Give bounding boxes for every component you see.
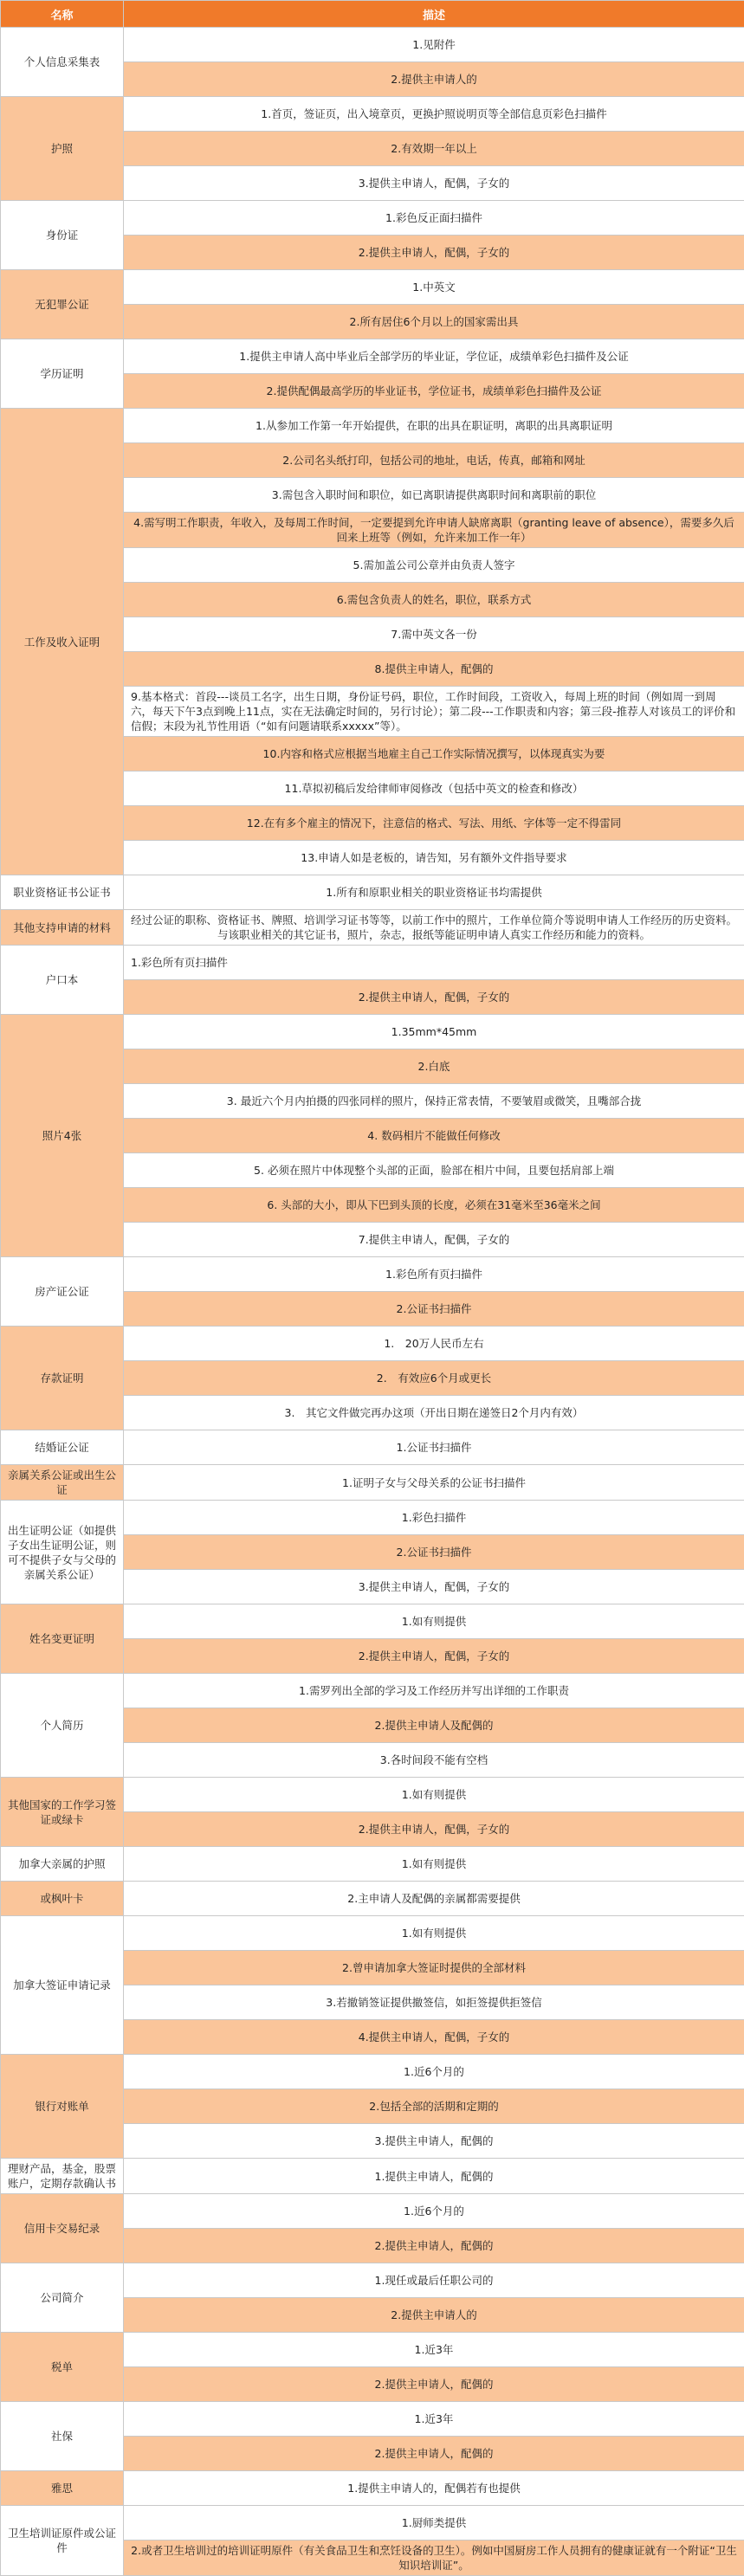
table-row xyxy=(1,1674,744,1708)
requirement-detail: 2.公证书扫描件 xyxy=(124,1535,744,1570)
requirement-name: 个人信息采集表 xyxy=(1,28,124,97)
requirement-detail: 2.提供主申请人的 xyxy=(124,62,744,97)
requirement-name: 亲属关系公证或出生公证 xyxy=(1,1465,124,1501)
requirement-name: 雅思 xyxy=(1,2471,124,2506)
requirement-detail: 1.近6个月的 xyxy=(124,2194,744,2229)
requirement-detail: 5.需加盖公司公章并由负责人签字 xyxy=(124,548,744,583)
requirement-detail: 1.近6个月的 xyxy=(124,2055,744,2089)
requirement-name: 银行对账单 xyxy=(1,2055,124,2159)
requirement-detail: 2.曾申请加拿大签证时提供的全部材料 xyxy=(124,1951,744,1985)
requirement-detail: 1.彩色扫描件 xyxy=(124,1501,744,1535)
requirement-detail: 3. 其它文件做完再办这项（开出日期在递签日2个月内有效） xyxy=(124,1396,744,1430)
requirement-name: 出生证明公证（如提供子女出生证明公证，则可不提供子女与父母的亲属关系公证） xyxy=(1,1501,124,1604)
requirement-name: 税单 xyxy=(1,2333,124,2402)
table-row xyxy=(1,1015,744,1049)
table-body xyxy=(1,28,744,2576)
requirement-detail: 4. 数码相片不能做任何修改 xyxy=(124,1119,744,1153)
requirement-detail: 1.彩色所有页扫描件 xyxy=(124,946,744,980)
requirement-name: 信用卡交易纪录 xyxy=(1,2194,124,2263)
requirement-detail: 1.如有则提供 xyxy=(124,1778,744,1812)
requirement-detail: 2.提供主申请人，配偶的 xyxy=(124,2367,744,2402)
requirement-name: 职业资格证书公证书 xyxy=(1,875,124,910)
table-row xyxy=(1,910,744,946)
requirement-detail: 1.近3年 xyxy=(124,2402,744,2437)
requirement-detail: 1.现任或最后任职公司的 xyxy=(124,2263,744,2298)
table-row xyxy=(1,2402,744,2437)
requirement-detail: 1.提供主申请人的，配偶若有也提供 xyxy=(124,2471,744,2506)
requirement-detail: 1.公证书扫描件 xyxy=(124,1430,744,1465)
requirement-name: 加拿大签证申请记录 xyxy=(1,1916,124,2055)
requirement-detail: 1.如有则提供 xyxy=(124,1916,744,1951)
table-row xyxy=(1,339,744,374)
requirement-detail: 3.各时间段不能有空档 xyxy=(124,1743,744,1778)
table-row xyxy=(1,2263,744,2298)
requirement-detail: 1.近3年 xyxy=(124,2333,744,2367)
requirement-detail: 2.提供主申请人，配偶，子女的 xyxy=(124,980,744,1015)
requirement-name: 或枫叶卡 xyxy=(1,1882,124,1916)
requirement-name: 学历证明 xyxy=(1,339,124,409)
description-column-header: 描述 xyxy=(124,1,744,28)
table-row xyxy=(1,2159,744,2194)
requirement-detail: 13.申请人如是老板的，请告知，另有额外文件指导要求 xyxy=(124,841,744,875)
requirement-detail: 2.或者卫生培训过的培训证明原件（有关食品卫生和烹饪设备的卫生）。例如中国厨房工作人员拥有的健康证就有一个附证“卫生知识培训证”。 xyxy=(124,2540,744,2576)
requirement-detail: 4.提供主申请人，配偶，子女的 xyxy=(124,2020,744,2055)
table-row xyxy=(1,2333,744,2367)
table-row xyxy=(1,97,744,132)
requirement-detail: 12.在有多个雇主的情况下，注意信的格式、写法、用纸、字体等一定不得雷同 xyxy=(124,806,744,841)
requirement-name: 无犯罪公证 xyxy=(1,270,124,339)
table-row xyxy=(1,409,744,443)
requirement-detail: 2.包括全部的活期和定期的 xyxy=(124,2089,744,2124)
requirement-detail: 3.若撤销签证提供撤签信，如拒签提供拒签信 xyxy=(124,1985,744,2020)
requirement-detail: 2.提供主申请人及配偶的 xyxy=(124,1708,744,1743)
requirement-detail: 9.基本格式：首段---谈员工名字，出生日期，身份证号码，职位，工作时间段，工资收入，每周上班的时间（例如周一到周六，每天下午3点到晚上11点，实在无法确定时间的，另行讨论）；第二段---工作职责和内容；第三段-推荐人对该员工的评价和信假；末段为礼节性用语（“如有问题请联系xxxxx”等）。 xyxy=(124,687,744,737)
requirement-name: 护照 xyxy=(1,97,124,201)
requirement-detail: 2. 有效应6个月或更长 xyxy=(124,1361,744,1396)
requirement-detail: 1.中英文 xyxy=(124,270,744,305)
requirement-detail: 2.提供主申请人，配偶的 xyxy=(124,2229,744,2263)
requirement-detail: 2.提供主申请人，配偶，子女的 xyxy=(124,1639,744,1674)
requirement-name: 结婚证公证 xyxy=(1,1430,124,1465)
table-row xyxy=(1,1465,744,1501)
table-row xyxy=(1,1847,744,1882)
table-row xyxy=(1,201,744,236)
requirement-name: 身份证 xyxy=(1,201,124,270)
table-row xyxy=(1,2055,744,2089)
requirement-name: 社保 xyxy=(1,2402,124,2471)
requirement-detail: 3.提供主申请人，配偶，子女的 xyxy=(124,166,744,201)
requirement-detail: 1.所有和原职业相关的职业资格证书均需提供 xyxy=(124,875,744,910)
requirement-detail: 1.如有则提供 xyxy=(124,1847,744,1882)
table-row xyxy=(1,1778,744,1812)
requirement-name: 户口本 xyxy=(1,946,124,1015)
name-column-header: 名称 xyxy=(1,1,124,28)
table-row xyxy=(1,1327,744,1361)
requirement-detail: 2.白底 xyxy=(124,1049,744,1084)
table-row xyxy=(1,1916,744,1951)
requirement-detail: 6.需包含负责人的姓名，职位，联系方式 xyxy=(124,583,744,617)
requirement-name: 公司简介 xyxy=(1,2263,124,2333)
table-row xyxy=(1,1882,744,1916)
requirement-detail: 经过公证的职称、资格证书、牌照、培训学习证书等等，以前工作中的照片，工作单位简介等说明申请人工作经历的历史资料。与该职业相关的其它证书，照片，杂志，报纸等能证明申请人真实工作经历和能力的资料。 xyxy=(124,910,744,946)
requirement-detail: 2.有效期一年以上 xyxy=(124,132,744,166)
requirement-detail: 11.草拟初稿后发给律师审阅修改（包括中英文的检查和修改） xyxy=(124,772,744,806)
requirement-detail: 1.提供主申请人，配偶的 xyxy=(124,2159,744,2194)
table-row xyxy=(1,946,744,980)
table-row xyxy=(1,875,744,910)
requirement-detail: 5. 必须在照片中体现整个头部的正面，脸部在相片中间，且要包括肩部上端 xyxy=(124,1153,744,1188)
requirement-detail: 2.提供主申请人，配偶的 xyxy=(124,2437,744,2471)
requirement-detail: 1.提供主申请人高中毕业后全部学历的毕业证，学位证，成绩单彩色扫描件及公证 xyxy=(124,339,744,374)
requirement-detail: 1.彩色反正面扫描件 xyxy=(124,201,744,236)
requirement-detail: 1.首页，签证页，出入境章页，更换护照说明页等全部信息页彩色扫描件 xyxy=(124,97,744,132)
requirement-detail: 2.公司名头纸打印，包括公司的地址，电话，传真，邮箱和网址 xyxy=(124,443,744,478)
table-row xyxy=(1,270,744,305)
requirement-detail: 8.提供主申请人，配偶的 xyxy=(124,652,744,687)
requirement-name: 其他国家的工作学习签证或绿卡 xyxy=(1,1778,124,1847)
table-row xyxy=(1,2471,744,2506)
requirement-detail: 1.证明子女与父母关系的公证书扫描件 xyxy=(124,1465,744,1501)
table-row xyxy=(1,2194,744,2229)
requirement-detail: 2.公证书扫描件 xyxy=(124,1292,744,1327)
requirement-detail: 1.如有则提供 xyxy=(124,1604,744,1639)
requirement-name: 卫生培训证原件或公证件 xyxy=(1,2506,124,2576)
requirement-detail: 3.提供主申请人，配偶，子女的 xyxy=(124,1570,744,1604)
table-row xyxy=(1,1430,744,1465)
requirement-detail: 2.提供配偶最高学历的毕业证书，学位证书，成绩单彩色扫描件及公证 xyxy=(124,374,744,409)
requirement-detail: 7.提供主申请人，配偶，子女的 xyxy=(124,1223,744,1257)
requirement-detail: 1.35mm*45mm xyxy=(124,1015,744,1049)
requirement-detail: 7.需中英文各一份 xyxy=(124,617,744,652)
requirement-detail: 6. 头部的大小，即从下巴到头顶的长度，必须在31毫米至36毫米之间 xyxy=(124,1188,744,1223)
requirement-detail: 3.需包含入职时间和职位，如已离职请提供离职时间和离职前的职位 xyxy=(124,478,744,513)
requirement-name: 照片4张 xyxy=(1,1015,124,1257)
requirement-detail: 2.提供主申请人，配偶，子女的 xyxy=(124,236,744,270)
requirement-name: 房产证公证 xyxy=(1,1257,124,1327)
requirement-name: 存款证明 xyxy=(1,1327,124,1430)
requirement-detail: 1.见附件 xyxy=(124,28,744,62)
table-row xyxy=(1,1257,744,1292)
requirement-name: 工作及收入证明 xyxy=(1,409,124,875)
requirement-detail: 1.需罗列出全部的学习及工作经历并写出详细的工作职责 xyxy=(124,1674,744,1708)
header-row xyxy=(1,1,744,28)
table-row xyxy=(1,28,744,62)
requirement-detail: 3.提供主申请人，配偶的 xyxy=(124,2124,744,2159)
requirement-name: 加拿大亲属的护照 xyxy=(1,1847,124,1882)
requirement-detail: 2.所有居住6个月以上的国家需出具 xyxy=(124,305,744,339)
requirement-name: 个人简历 xyxy=(1,1674,124,1778)
requirement-detail: 3. 最近六个月内拍摄的四张同样的照片，保持正常表情，不要皱眉或微笑，且嘴部合拢 xyxy=(124,1084,744,1119)
table-row xyxy=(1,2506,744,2540)
requirement-detail: 2.提供主申请人的 xyxy=(124,2298,744,2333)
requirement-detail: 1.彩色所有页扫描件 xyxy=(124,1257,744,1292)
requirement-name: 理财产品，基金，股票账户，定期存款确认书 xyxy=(1,2159,124,2194)
table-row xyxy=(1,1604,744,1639)
table-row xyxy=(1,1501,744,1535)
requirement-detail: 2.主申请人及配偶的亲属都需要提供 xyxy=(124,1882,744,1916)
requirement-name: 其他支持申请的材料 xyxy=(1,910,124,946)
requirement-detail: 1.从参加工作第一年开始提供，在职的出具在职证明，离职的出具离职证明 xyxy=(124,409,744,443)
requirement-detail: 1. 20万人民币左右 xyxy=(124,1327,744,1361)
requirement-detail: 1.厨师类提供 xyxy=(124,2506,744,2540)
requirement-detail: 10.内容和格式应根据当地雇主自己工作实际情况撰写，以体现真实为要 xyxy=(124,737,744,772)
requirement-name: 姓名变更证明 xyxy=(1,1604,124,1674)
requirement-detail: 2.提供主申请人，配偶，子女的 xyxy=(124,1812,744,1847)
requirement-detail: 4.需写明工作职责，年收入，及每周工作时间，一定要提到允许申请人缺席离职（granting leave of absence），需要多久后回来上班等（例如，允许来加工作一年） xyxy=(124,513,744,548)
